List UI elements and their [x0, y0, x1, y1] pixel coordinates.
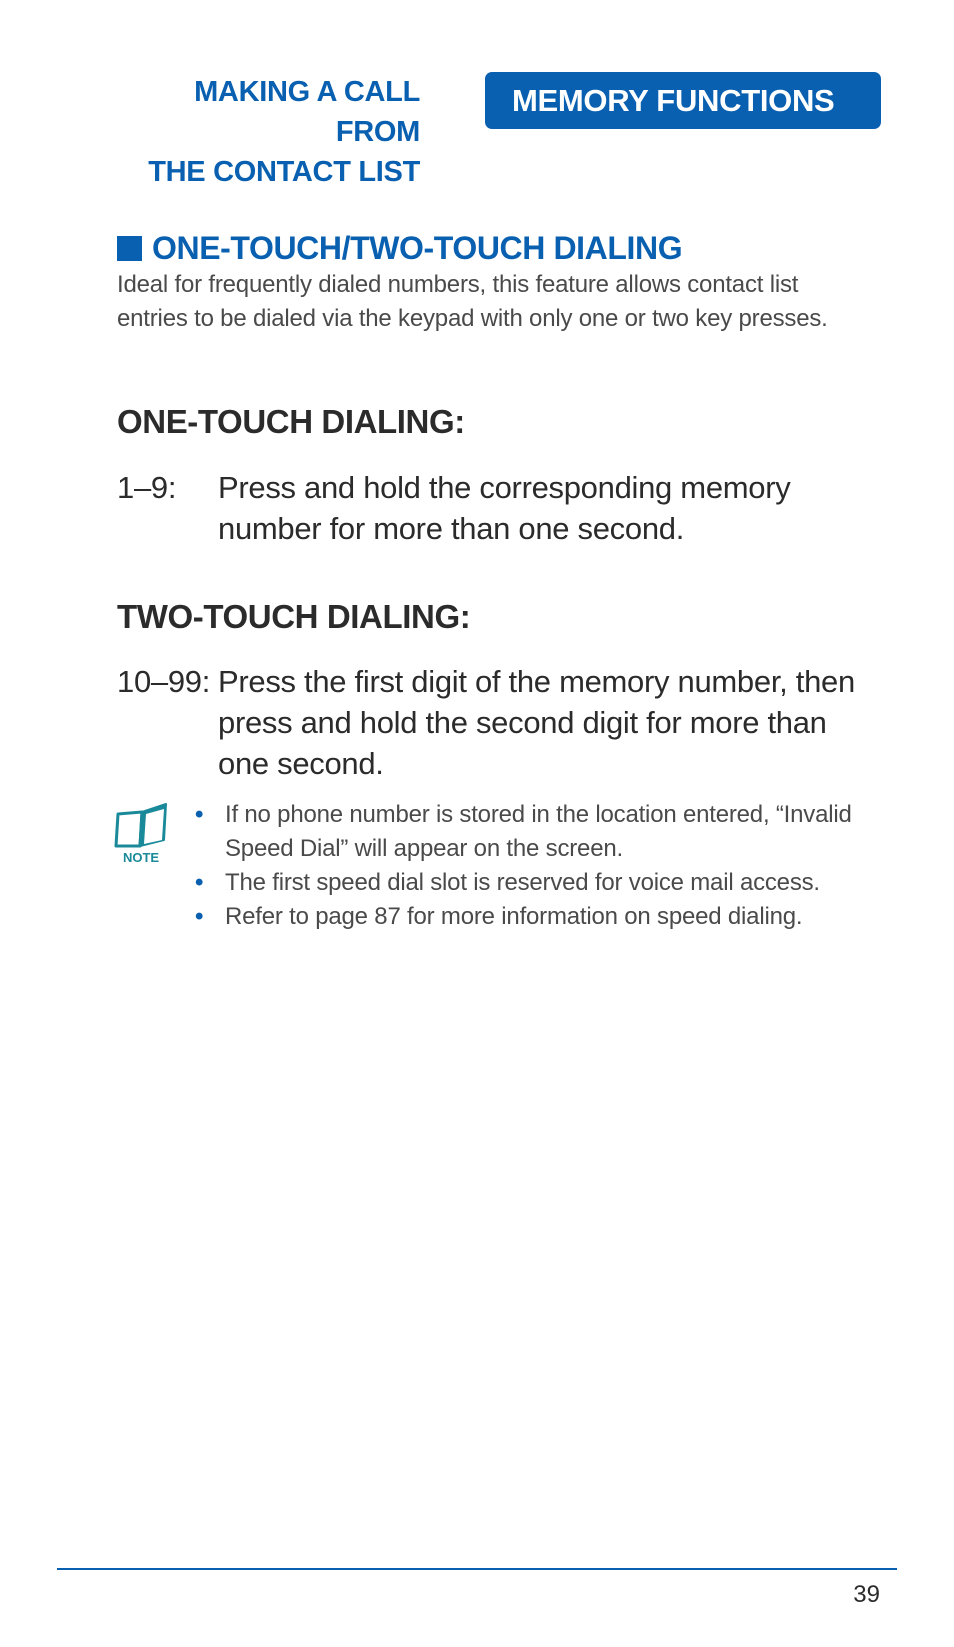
one-touch-heading: ONE-TOUCH DIALING: — [117, 403, 465, 440]
square-bullet-icon — [117, 236, 142, 261]
chapter-subtitle-line-1: MAKING A CALL FROM — [194, 76, 420, 148]
page-number: 39 — [853, 1581, 880, 1608]
one-touch-range: 1–9: — [117, 470, 177, 505]
one-touch-step — [117, 467, 877, 549]
two-touch-instruction: Press the first digit of the memory number, then press and hold the second digit for more than one second. — [218, 664, 855, 781]
section-title — [117, 228, 682, 268]
chapter-tab: MEMORY FUNCTIONS — [485, 72, 881, 129]
two-touch-step — [117, 661, 877, 784]
two-touch-range: 10–99: — [117, 664, 211, 699]
bullet-icon: • — [195, 801, 204, 828]
footer-divider — [57, 1568, 897, 1570]
note-label: NOTE — [122, 850, 160, 865]
section-intro: Ideal for frequently dialed numbers, this feature allows contact list entries to be dialed via the keypad with only one or two key presses. — [117, 271, 828, 332]
note-list — [195, 798, 875, 934]
note-item — [195, 866, 875, 900]
note-item-text: The first speed dial slot is reserved for voice mail access. — [225, 869, 820, 896]
note-item-text: Refer to page 87 for more information on speed dialing. — [225, 903, 803, 930]
note-item — [195, 900, 875, 934]
two-touch-heading: TWO-TOUCH DIALING: — [117, 598, 471, 635]
bullet-icon: • — [195, 903, 204, 930]
chapter-subtitle-line-2: THE CONTACT LIST — [148, 156, 420, 188]
note-item-text: If no phone number is stored in the location entered, “Invalid Speed Dial” will appear on the screen. — [225, 801, 852, 862]
chapter-subtitle — [110, 72, 420, 192]
section-title-text: ONE-TOUCH/TWO-TOUCH DIALING — [152, 230, 683, 266]
note-item — [195, 798, 875, 866]
one-touch-instruction: Press and hold the corresponding memory number for more than one second. — [218, 470, 791, 546]
bullet-icon: • — [195, 869, 204, 896]
note-book-icon — [112, 800, 170, 870]
